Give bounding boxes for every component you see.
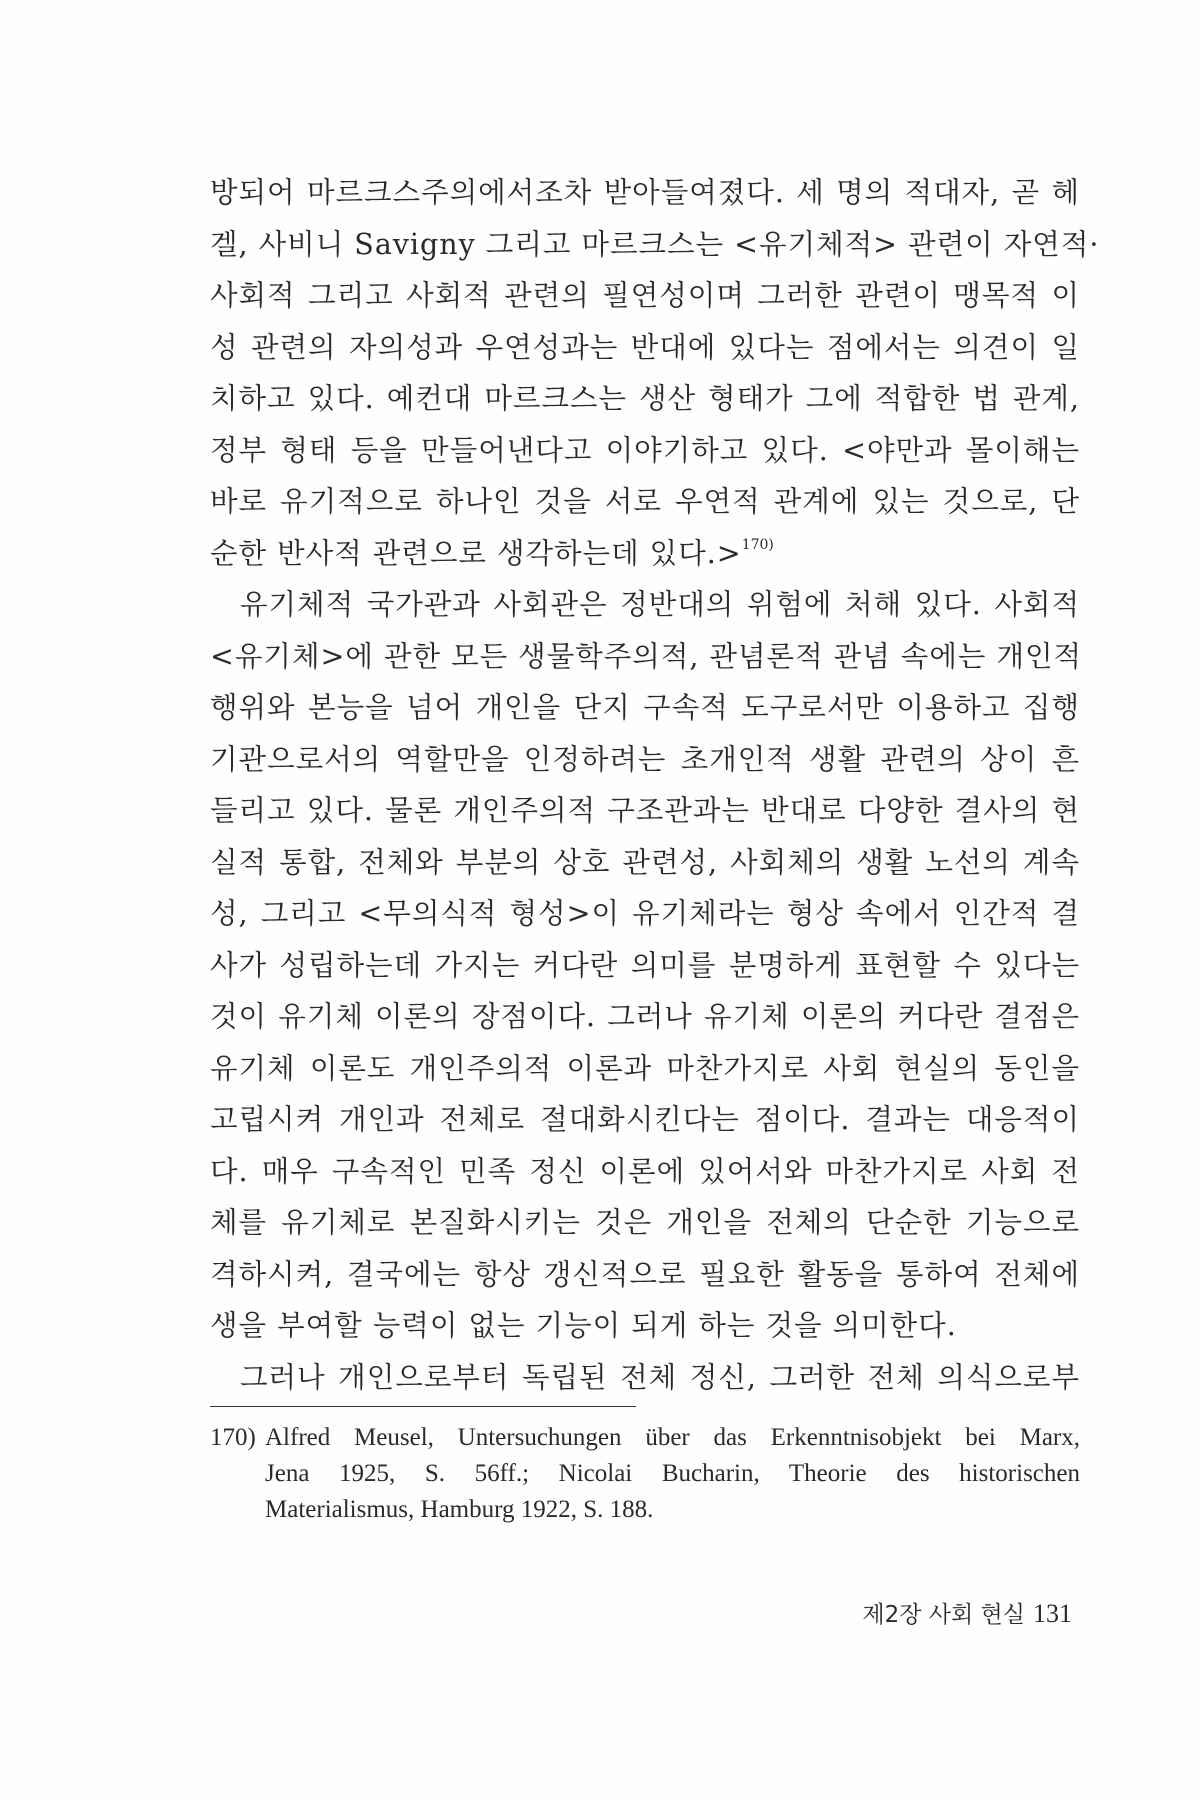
page-footer bbox=[862, 1596, 1072, 1629]
body-line: 체를 유기체로 본질화시키는 것은 개인을 전체의 단순한 기능으로 bbox=[210, 1206, 1080, 1239]
body-line-text: 순한 반사적 관련으로 생각하는데 있다.> bbox=[210, 536, 742, 570]
footnote-row bbox=[210, 1492, 1080, 1528]
body-line: 유기체 이론도 개인주의적 이론과 마찬가지로 사회 현실의 동인을 bbox=[210, 1051, 1080, 1085]
body-line: <유기체>에 관한 모든 생물학주의적, 관념론적 관념 속에는 개인적 bbox=[210, 639, 1083, 673]
body-line: 성, 그리고 <무의식적 형성>이 유기체라는 형상 속에서 인간적 결 bbox=[210, 897, 1080, 930]
paragraph-start-line: 유기체적 국가관과 사회관은 정반대의 위험에 처해 있다. 사회적 bbox=[240, 588, 1080, 621]
body-line: 행위와 본능을 넘어 개인을 단지 구속적 도구로서만 이용하고 집행 bbox=[210, 691, 1080, 724]
body-line: 치하고 있다. 예컨대 마르크스는 생산 형태가 그에 적합한 법 관계, bbox=[210, 382, 1080, 415]
body-line: 방되어 마르크스주의에서조차 받아들여졌다. 세 명의 적대자, 곧 헤 bbox=[210, 176, 1080, 209]
body-line: 격하시켜, 결국에는 항상 갱신적으로 필요한 활동을 통하여 전체에 bbox=[210, 1257, 1080, 1291]
paragraph-start-line: 그러나 개인으로부터 독립된 전체 정신, 그러한 전체 의식으로부 bbox=[240, 1360, 1080, 1394]
body-line: 겔, 사비니 Savigny 그리고 마르크스는 <유기체적> 관련이 자연적· bbox=[210, 227, 1100, 261]
body-line: 성 관련의 자의성과 우연성과는 반대에 있다는 점에서는 의견이 일 bbox=[210, 330, 1080, 364]
body-line-with-footnote-ref bbox=[210, 528, 1080, 580]
body-line: 바로 유기적으로 하나인 것을 서로 우연적 관계에 있는 것으로, 단 bbox=[210, 485, 1080, 518]
body-line: 것이 유기체 이론의 장점이다. 그러나 유기체 이론의 커다란 결점은 bbox=[210, 1000, 1080, 1033]
body-line: 다. 매우 구속적인 민족 정신 이론에 있어서와 마찬가지로 사회 전 bbox=[210, 1154, 1080, 1188]
footnote-number: 170) bbox=[210, 1424, 256, 1451]
page-number: 131 bbox=[1033, 1599, 1072, 1628]
footnote-row bbox=[210, 1420, 1080, 1456]
body-line: 들리고 있다. 물론 개인주의적 구조관과는 반대로 다양한 결사의 현 bbox=[210, 794, 1080, 827]
footnote bbox=[210, 1420, 1080, 1528]
body-line: 사회적 그리고 사회적 관련의 필연성이며 그러한 관련이 맹목적 이 bbox=[210, 279, 1080, 312]
body-text bbox=[210, 167, 1100, 1403]
running-head: 제2장 사회 현실 bbox=[862, 1602, 1025, 1628]
body-line: 실적 통합, 전체와 부분의 상호 관련성, 사회체의 생활 노선의 계속 bbox=[210, 845, 1080, 879]
footnote-line: Alfred Meusel, Untersuchungen über das Erkenntnisobjekt bei Marx, bbox=[265, 1424, 1080, 1451]
footnote-line: Materialismus, Hamburg 1922, S. 188. bbox=[265, 1496, 654, 1523]
body-line: 고립시켜 개인과 전체로 절대화시킨다는 점이다. 결과는 대응적이 bbox=[210, 1103, 1080, 1136]
body-line: 기관으로서의 역할만을 인정하려는 초개인적 생활 관련의 상이 흔 bbox=[210, 742, 1080, 776]
footnote-row bbox=[210, 1456, 1080, 1492]
body-line: 생을 부여할 능력이 없는 기능이 되게 하는 것을 의미한다. bbox=[210, 1309, 957, 1342]
body-line: 정부 형태 등을 만들어낸다고 이야기하고 있다. <야만과 몰이해는 bbox=[210, 433, 1080, 467]
body-line: 사가 성립하는데 가지는 커다란 의미를 분명하게 표현할 수 있다는 bbox=[210, 948, 1080, 982]
footnote-separator bbox=[210, 1406, 636, 1407]
footnote-reference: 170) bbox=[741, 536, 774, 553]
footnote-line: Jena 1925, S. 56ff.; Nicolai Bucharin, Theorie des historischen bbox=[265, 1460, 1080, 1487]
